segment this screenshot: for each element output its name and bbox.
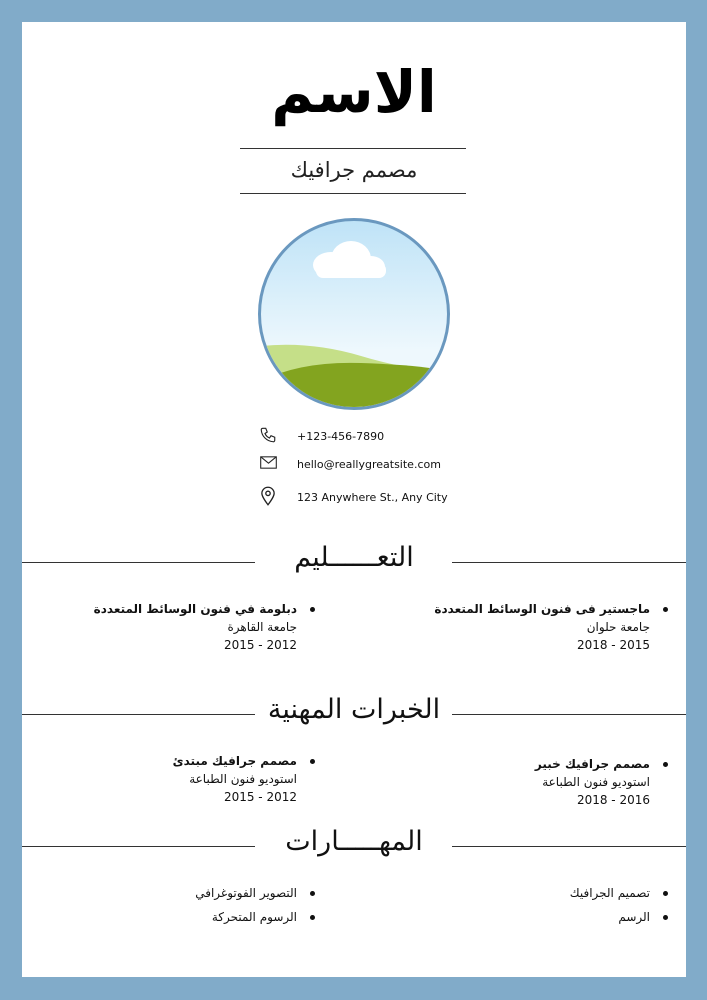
contact-phone	[258, 426, 384, 447]
name-heading: الاسم	[271, 58, 437, 126]
job-role: مصمم جرافيك مبتدئ	[172, 754, 297, 768]
degree-title: دبلومة في فنون الوسائط المتعددة	[93, 602, 297, 616]
divider	[240, 148, 466, 149]
email-text: hello@reallygreatsite.com	[297, 457, 441, 471]
years: 2012 - 2015	[223, 638, 297, 652]
skills-list-right	[570, 884, 650, 932]
skill-item: التصوير الفوتوغرافي	[195, 886, 297, 900]
skills-list-left	[195, 884, 297, 932]
contact-address	[258, 486, 448, 509]
education-item	[434, 600, 650, 654]
address-text: 123 Anywhere St., Any City	[297, 491, 448, 504]
years: 2016 - 2018	[576, 793, 650, 807]
resume-page	[22, 22, 686, 977]
company: استوديو فنون الطباعة	[542, 775, 650, 789]
years: 2012 - 2015	[223, 790, 297, 804]
job-title: مصمم جرافيك	[290, 158, 418, 182]
experience-heading: الخبرات المهنية	[267, 694, 441, 725]
years: 2015 - 2018	[576, 638, 650, 652]
phone-icon	[258, 426, 278, 447]
institution: جامعة حلوان	[586, 620, 650, 634]
degree-title: ماجستير فى فنون الوسائط المتعددة	[434, 602, 650, 616]
skill-item: الرسم	[570, 908, 650, 926]
education-item	[94, 600, 297, 654]
phone-text: +123-456-7890	[297, 430, 385, 443]
divider	[240, 193, 466, 194]
institution: جامعة القاهرة	[227, 620, 297, 634]
contact-email	[258, 456, 441, 472]
experience-item	[173, 752, 297, 806]
location-pin-icon	[258, 486, 278, 509]
mail-icon	[258, 456, 278, 472]
skill-item: تصميم الجرافيك	[569, 886, 650, 900]
company: استوديو فنون الطباعة	[189, 772, 297, 786]
job-role: مصمم جرافيك خبير	[534, 757, 650, 771]
skill-item: الرسوم المتحركة	[195, 908, 297, 926]
profile-photo-placeholder	[258, 218, 450, 410]
skills-heading: المهـــــارات	[285, 826, 423, 857]
experience-item	[535, 755, 650, 809]
education-heading: التعــــــليم	[294, 542, 414, 573]
